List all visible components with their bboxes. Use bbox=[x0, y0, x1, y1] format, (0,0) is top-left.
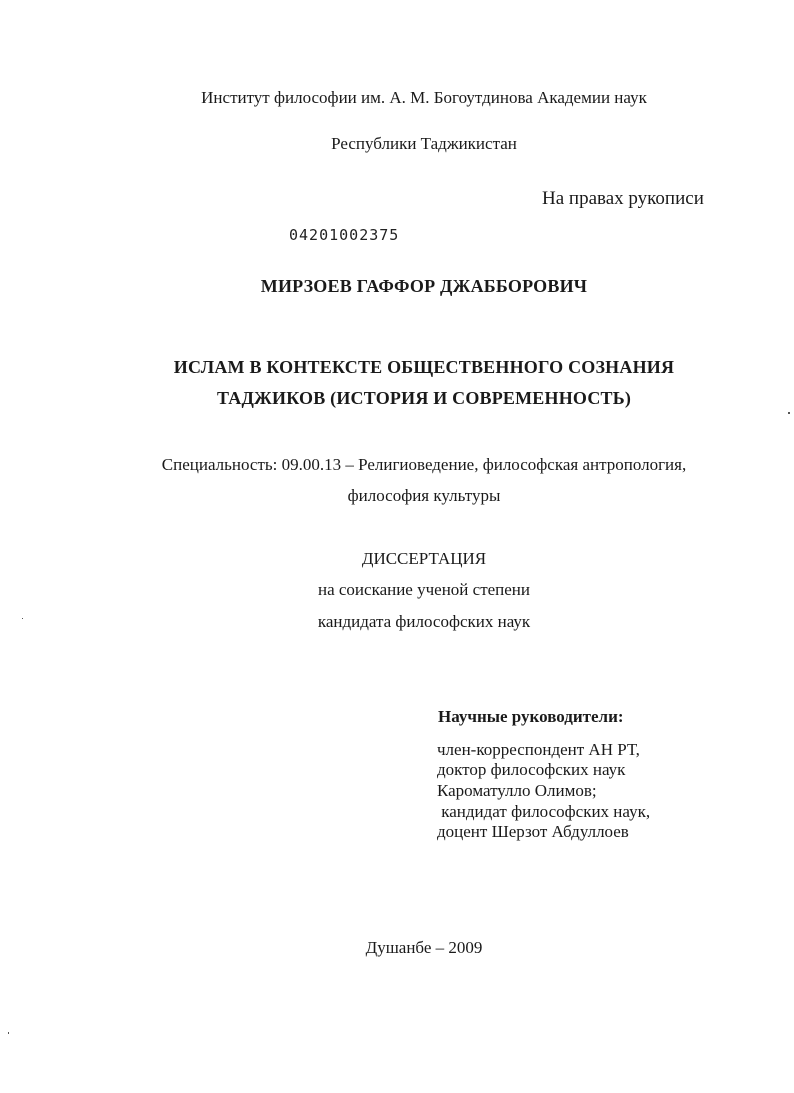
specialty-line-2: философия культуры bbox=[347, 486, 501, 505]
supervisor-line: доцент Шерзот Абдуллоев bbox=[437, 822, 629, 841]
institute-line-2: Республики Таджикистан bbox=[331, 134, 517, 153]
supervisor-line: член-корреспондент АН РТ, bbox=[437, 740, 640, 759]
supervisor-line: кандидат философских наук, bbox=[437, 802, 651, 821]
supervisors-heading: Научные руководители: bbox=[438, 707, 624, 726]
supervisor-line: доктор философских наук bbox=[437, 760, 626, 779]
degree-label: ДИССЕРТАЦИЯ bbox=[361, 549, 487, 568]
degree-line-2: кандидата философских наук bbox=[317, 612, 531, 631]
scan-speck bbox=[8, 1032, 9, 1034]
specialty-line-1: Специальность: 09.00.13 – Религиоведение, философская антропология, bbox=[161, 455, 687, 474]
supervisor-line: Кароматулло Олимов; bbox=[437, 781, 597, 800]
title-line-2: ТАДЖИКОВ (ИСТОРИЯ И СОВРЕМЕННОСТЬ) bbox=[216, 388, 632, 408]
manuscript-note: На правах рукописи bbox=[542, 188, 704, 209]
degree-line-1: на соискание ученой степени bbox=[317, 580, 531, 599]
registration-number: 04201002375 bbox=[289, 226, 400, 244]
title-line-1: ИСЛАМ В КОНТЕКСТЕ ОБЩЕСТВЕННОГО СОЗНАНИЯ bbox=[173, 357, 675, 377]
institute-line-1: Институт философии им. А. М. Богоутдинова Академии наук bbox=[201, 88, 647, 107]
scan-speck bbox=[22, 618, 23, 619]
author-name: МИРЗОЕВ ГАФФОР ДЖАББОРОВИЧ bbox=[260, 276, 588, 296]
scan-speck bbox=[788, 412, 790, 414]
city-year: Душанбе – 2009 bbox=[365, 938, 483, 957]
